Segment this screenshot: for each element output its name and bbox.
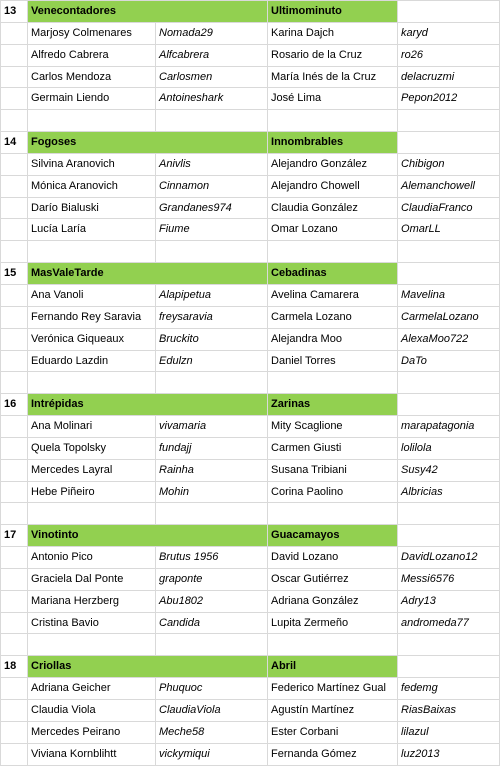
group-number[interactable]: 17 [1,525,28,547]
team-name-right[interactable]: Innombrables [268,132,398,154]
member-row [1,197,500,219]
team-name-left[interactable]: Criollas [28,656,268,678]
empty-cell[interactable] [1,612,28,634]
member-name-left[interactable]: Marjosy Colmenares [28,22,156,44]
member-nick-right[interactable]: RiasBaixas [398,700,500,722]
empty-cell[interactable] [1,110,28,132]
empty-cell[interactable] [156,634,268,656]
member-name-left[interactable]: Verónica Giqueaux [28,328,156,350]
empty-cell[interactable] [398,263,500,285]
empty-cell[interactable] [1,328,28,350]
member-nick-left[interactable]: Bruckito [156,328,268,350]
team-name-right[interactable]: Abril [268,656,398,678]
member-row [1,437,500,459]
member-name-right[interactable]: Carmen Giusti [268,437,398,459]
group-number[interactable]: 15 [1,263,28,285]
member-name-left[interactable]: Mercedes Layral [28,459,156,481]
empty-cell[interactable] [1,568,28,590]
empty-cell[interactable] [28,110,156,132]
member-name-right[interactable]: Rosario de la Cruz [268,44,398,66]
member-row [1,547,500,569]
member-name-right[interactable]: Avelina Camarera [268,284,398,306]
group-header-row [1,525,500,547]
member-nick-right[interactable]: Chibigon [398,153,500,175]
empty-cell[interactable] [268,241,398,263]
empty-cell[interactable] [1,678,28,700]
empty-cell[interactable] [268,372,398,394]
member-row [1,459,500,481]
empty-cell[interactable] [1,437,28,459]
member-name-left[interactable]: Alfredo Cabrera [28,44,156,66]
member-name-right[interactable]: Adriana González [268,590,398,612]
member-row [1,350,500,372]
empty-cell[interactable] [156,503,268,525]
member-name-right[interactable]: Karina Dajch [268,22,398,44]
member-nick-right[interactable]: DaTo [398,350,500,372]
member-nick-left[interactable]: Alapipetua [156,284,268,306]
member-name-left[interactable]: Viviana Kornblihtt [28,743,156,765]
group-number[interactable]: 13 [1,1,28,23]
member-name-right[interactable]: Ester Corbani [268,721,398,743]
group-number[interactable]: 16 [1,394,28,416]
member-nick-right[interactable]: Adry13 [398,590,500,612]
member-name-left[interactable]: Ana Molinari [28,416,156,438]
member-row [1,590,500,612]
member-nick-right[interactable]: Alemanchowell [398,175,500,197]
empty-cell[interactable] [28,241,156,263]
member-row [1,22,500,44]
empty-cell[interactable] [268,634,398,656]
team-name-left[interactable]: Fogoses [28,132,268,154]
member-name-left[interactable]: Eduardo Lazdin [28,350,156,372]
member-nick-left[interactable]: Grandanes974 [156,197,268,219]
empty-cell[interactable] [28,372,156,394]
member-name-left[interactable]: Darío Bialuski [28,197,156,219]
group-number[interactable]: 18 [1,656,28,678]
member-name-left[interactable]: Quela Topolsky [28,437,156,459]
empty-cell[interactable] [1,241,28,263]
empty-cell[interactable] [1,503,28,525]
member-name-right[interactable]: Susana Tribiani [268,459,398,481]
empty-cell[interactable] [1,175,28,197]
member-name-right[interactable]: Oscar Gutiérrez [268,568,398,590]
empty-cell[interactable] [1,372,28,394]
empty-cell[interactable] [1,547,28,569]
team-name-left[interactable]: Intrépidas [28,394,268,416]
member-name-left[interactable]: Adriana Geicher [28,678,156,700]
member-nick-left[interactable]: ClaudiaViola [156,700,268,722]
member-row [1,568,500,590]
member-row [1,284,500,306]
member-name-right[interactable]: Federico Martínez Gual [268,678,398,700]
spacer-row [1,634,500,656]
member-name-right[interactable]: María Inés de la Cruz [268,66,398,88]
member-nick-right[interactable]: Pepon2012 [398,88,500,110]
member-nick-right[interactable]: luz2013 [398,743,500,765]
member-row [1,306,500,328]
empty-cell[interactable] [398,372,500,394]
member-row [1,678,500,700]
spacer-row [1,241,500,263]
empty-cell[interactable] [1,416,28,438]
member-name-right[interactable]: Fernanda Gómez [268,743,398,765]
member-nick-right[interactable]: Messi6576 [398,568,500,590]
member-nick-left[interactable]: graponte [156,568,268,590]
empty-cell[interactable] [1,700,28,722]
member-nick-right[interactable]: karyd [398,22,500,44]
empty-cell[interactable] [398,132,500,154]
member-nick-right[interactable]: delacruzmi [398,66,500,88]
member-nick-right[interactable]: Albricias [398,481,500,503]
member-nick-left[interactable]: Edulzn [156,350,268,372]
member-name-left[interactable]: Silvina Aranovich [28,153,156,175]
member-nick-right[interactable]: lolilola [398,437,500,459]
spacer-row [1,503,500,525]
empty-cell[interactable] [1,590,28,612]
group-header-row [1,656,500,678]
empty-cell[interactable] [398,503,500,525]
member-name-left[interactable]: Mariana Herzberg [28,590,156,612]
group-number[interactable]: 14 [1,132,28,154]
member-name-left[interactable]: Hebe Piñeiro [28,481,156,503]
empty-cell[interactable] [1,153,28,175]
member-name-left[interactable]: Cristina Bavio [28,612,156,634]
empty-cell[interactable] [1,197,28,219]
empty-cell[interactable] [1,284,28,306]
member-nick-left[interactable]: Anivlis [156,153,268,175]
empty-cell[interactable] [1,22,28,44]
member-nick-right[interactable]: Susy42 [398,459,500,481]
member-nick-left[interactable]: Brutus 1956 [156,547,268,569]
member-nick-left[interactable]: Phuquoc [156,678,268,700]
member-nick-right[interactable]: marapatagonia [398,416,500,438]
member-nick-left[interactable]: Carlosmen [156,66,268,88]
member-row [1,44,500,66]
member-nick-left[interactable]: fundajj [156,437,268,459]
member-name-right[interactable]: Alejandro González [268,153,398,175]
empty-cell[interactable] [1,306,28,328]
team-name-right[interactable]: Cebadinas [268,263,398,285]
team-name-left[interactable]: Venecontadores [28,1,268,23]
empty-cell[interactable] [156,110,268,132]
member-nick-left[interactable]: Rainha [156,459,268,481]
member-nick-left[interactable]: freysaravia [156,306,268,328]
member-nick-left[interactable]: Antoineshark [156,88,268,110]
empty-cell[interactable] [28,634,156,656]
team-name-right[interactable]: Zarinas [268,394,398,416]
member-nick-left[interactable]: Fiume [156,219,268,241]
member-name-left[interactable]: Lucía Laría [28,219,156,241]
member-name-right[interactable]: Agustín Martínez [268,700,398,722]
member-nick-left[interactable]: Abu1802 [156,590,268,612]
member-name-right[interactable]: José Lima [268,88,398,110]
group-header-row [1,1,500,23]
member-row [1,721,500,743]
empty-cell[interactable] [1,459,28,481]
spacer-row [1,372,500,394]
member-nick-right[interactable]: ClaudiaFranco [398,197,500,219]
empty-cell[interactable] [1,66,28,88]
empty-cell[interactable] [268,110,398,132]
empty-cell[interactable] [398,656,500,678]
member-name-left[interactable]: Ana Vanoli [28,284,156,306]
member-row [1,612,500,634]
empty-cell[interactable] [1,219,28,241]
empty-cell[interactable] [268,503,398,525]
empty-cell[interactable] [398,110,500,132]
member-nick-right[interactable]: OmarLL [398,219,500,241]
member-row [1,328,500,350]
member-nick-left[interactable]: vickymiqui [156,743,268,765]
empty-cell[interactable] [1,350,28,372]
member-name-right[interactable]: Alejandra Moo [268,328,398,350]
member-nick-left[interactable]: Candida [156,612,268,634]
empty-cell[interactable] [156,241,268,263]
member-name-right[interactable]: Corina Paolino [268,481,398,503]
member-nick-right[interactable]: lilazul [398,721,500,743]
member-row [1,66,500,88]
empty-cell[interactable] [1,44,28,66]
member-nick-left[interactable]: vivamaria [156,416,268,438]
member-row [1,219,500,241]
member-row [1,700,500,722]
empty-cell[interactable] [398,394,500,416]
member-nick-left[interactable]: Alfcabrera [156,44,268,66]
empty-cell[interactable] [398,241,500,263]
team-name-left[interactable]: MasValeTarde [28,263,268,285]
member-name-right[interactable]: Alejandro Chowell [268,175,398,197]
empty-cell[interactable] [28,503,156,525]
member-name-right[interactable]: Daniel Torres [268,350,398,372]
member-row [1,481,500,503]
empty-cell[interactable] [398,634,500,656]
member-nick-right[interactable]: DavidLozano12 [398,547,500,569]
member-name-left[interactable]: Claudia Viola [28,700,156,722]
team-name-right[interactable]: Ultimominuto [268,1,398,23]
member-row [1,416,500,438]
member-name-left[interactable]: Graciela Dal Ponte [28,568,156,590]
member-name-left[interactable]: Germain Liendo [28,88,156,110]
member-row [1,153,500,175]
spacer-row [1,110,500,132]
member-nick-left[interactable]: Meche58 [156,721,268,743]
member-name-left[interactable]: Mercedes Peirano [28,721,156,743]
member-row [1,175,500,197]
member-name-left[interactable]: Antonio Pico [28,547,156,569]
member-row [1,743,500,765]
empty-cell[interactable] [1,88,28,110]
member-row [1,88,500,110]
member-name-right[interactable]: Mity Scaglione [268,416,398,438]
member-name-right[interactable]: Carmela Lozano [268,306,398,328]
member-name-right[interactable]: Omar Lozano [268,219,398,241]
member-name-right[interactable]: Claudia González [268,197,398,219]
member-nick-right[interactable]: CarmelaLozano [398,306,500,328]
empty-cell[interactable] [1,481,28,503]
member-name-right[interactable]: Lupita Zermeño [268,612,398,634]
member-nick-left[interactable]: Mohin [156,481,268,503]
member-name-left[interactable]: Carlos Mendoza [28,66,156,88]
member-name-right[interactable]: David Lozano [268,547,398,569]
group-header-row [1,132,500,154]
member-nick-right[interactable]: fedemg [398,678,500,700]
member-nick-right[interactable]: AlexaMoo722 [398,328,500,350]
member-nick-right[interactable]: andromeda77 [398,612,500,634]
empty-cell[interactable] [1,743,28,765]
empty-cell[interactable] [1,634,28,656]
empty-cell[interactable] [1,721,28,743]
member-nick-right[interactable]: Mavelina [398,284,500,306]
empty-cell[interactable] [156,372,268,394]
empty-cell[interactable] [398,525,500,547]
member-nick-left[interactable]: Cinnamon [156,175,268,197]
member-name-left[interactable]: Fernando Rey Saravia [28,306,156,328]
team-name-left[interactable]: Vinotinto [28,525,268,547]
member-name-left[interactable]: Mónica Aranovich [28,175,156,197]
group-header-row [1,263,500,285]
member-nick-right[interactable]: ro26 [398,44,500,66]
team-name-right[interactable]: Guacamayos [268,525,398,547]
empty-cell[interactable] [398,1,500,23]
group-header-row [1,394,500,416]
member-nick-left[interactable]: Nomada29 [156,22,268,44]
